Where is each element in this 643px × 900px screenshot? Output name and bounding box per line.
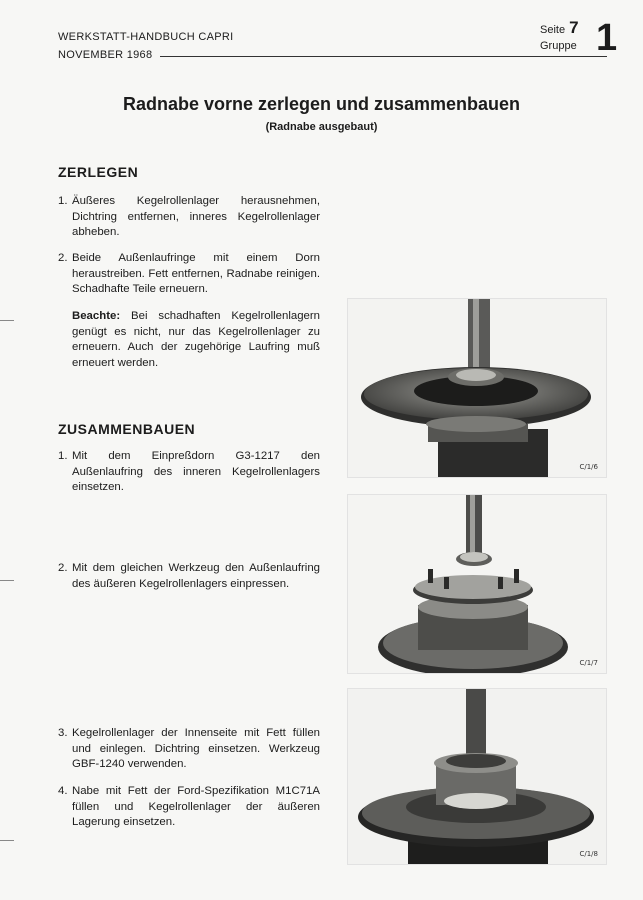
step-text: Mit dem Einpreßdorn G3-1217 den Außenlaufring des inneren Kegelrollenlagers einsetzen. [72,450,320,493]
step-number: 1. [58,195,68,207]
binder-mark [0,840,14,841]
note-paragraph [58,309,320,371]
header-right [540,20,579,54]
photo-hub-inner-race [347,298,607,478]
header-rule [160,56,607,57]
step-number: 2. [58,562,68,574]
assembly-step [58,784,320,831]
page-label: Seite [540,24,566,36]
step-number: 3. [58,727,68,739]
step-number: 2. [58,252,68,264]
manual-title: WERKSTATT-HANDBUCH CAPRI [58,31,234,43]
photo-hub-outer-race [347,494,607,674]
step-number: 1. [58,450,68,462]
header-left [58,28,233,64]
step-text: Äußeres Kegelrollenlager herausnehmen, Dichtring entfernen, inneres Kegelrollenlager abheben. [72,195,320,238]
manual-date: NOVEMBER 1968 [58,49,153,61]
page-number: 7 [569,18,579,37]
assembly-step [58,561,320,592]
disassembly-step [58,194,320,241]
photo-caption: C/1/6 [579,463,598,471]
note-label: Beachte: [72,310,121,322]
photo-hub-bearing-grease [347,688,607,865]
hub-photo-illustration [348,299,606,477]
hub-photo-illustration [348,689,606,864]
page-subtitle: (Radnabe ausgebaut) [265,121,378,133]
note-text: Bei schadhaften Kegelrollenlagern genügt es nicht, nur das Kegelrollenlager zu erneuern. Auch der zugehörige Laufring muß erneuert werden. [72,310,320,369]
step-text: Nabe mit Fett der Ford-Spezifikation M1C71A füllen und Kegelrollenlager der äußeren Lagerung einsetzen. [72,785,320,828]
photo-caption: C/1/8 [579,850,598,858]
photo-caption: C/1/7 [579,659,598,667]
page-title: Radnabe vorne zerlegen und zusammenbauen [122,94,521,114]
hub-photo-illustration [348,495,606,673]
step-text: Kegelrollenlager der Innenseite mit Fett füllen und einlegen. Dichtring einsetzen. Werkzeug GBF-1240 verwenden. [72,727,320,770]
binder-mark [0,320,14,321]
section-heading-disassembly: ZERLEGEN [58,164,139,180]
disassembly-step [58,251,320,298]
group-label: Gruppe [540,40,577,52]
step-text: Beide Außenlaufringe mit einem Dorn heraustreiben. Fett entfernen, Radnabe reinigen. Schadhafte Teile erneuern. [72,252,320,295]
step-number: 4. [58,785,68,797]
assembly-step [58,726,320,773]
group-number: 1 [596,17,618,59]
assembly-step [58,449,320,496]
binder-mark [0,580,14,581]
step-text: Mit dem gleichen Werkzeug den Außenlaufring des äußeren Kegelrollenlagers einpressen. [72,562,320,590]
section-heading-assembly: ZUSAMMENBAUEN [58,421,196,437]
